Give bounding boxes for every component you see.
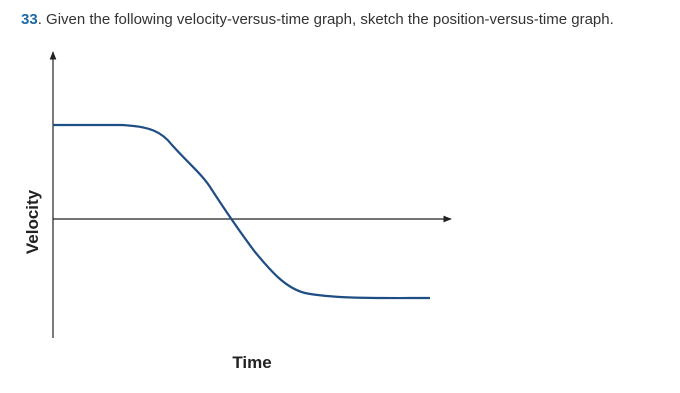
y-axis-label: Velocity xyxy=(23,189,42,255)
question-body: . Given the following velocity-versus-time graph, sketch the position-versus-time graph. xyxy=(37,11,614,28)
velocity-curve xyxy=(53,125,430,298)
question-number: 33 xyxy=(21,11,38,28)
x-axis-label: Time xyxy=(232,353,272,372)
